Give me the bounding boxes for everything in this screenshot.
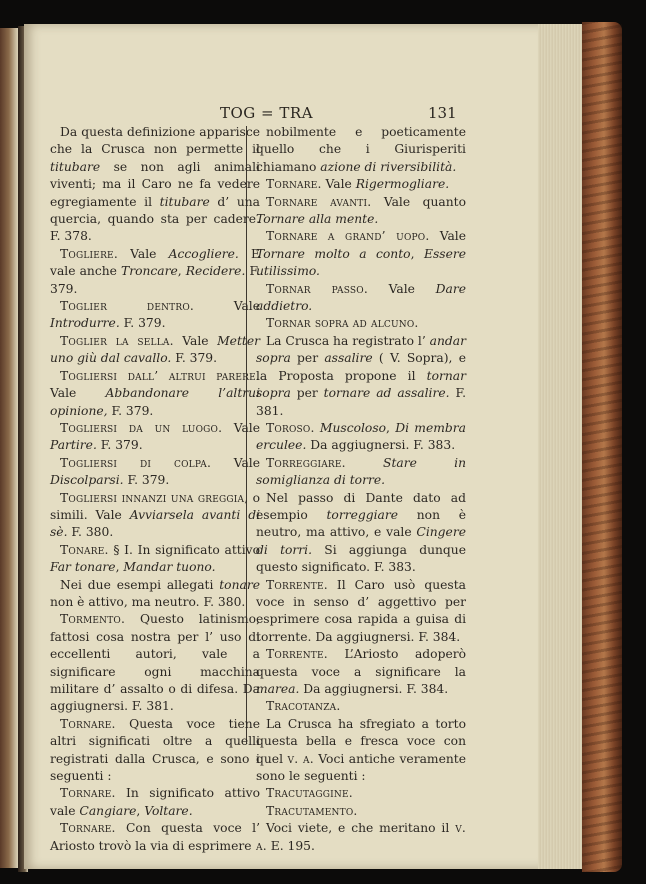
entry-italic-text: Accogliere. [168, 246, 239, 261]
entry-italic-text: Dare addietro. [256, 281, 466, 314]
entry-italic-text: Essere utilissimo. [256, 246, 466, 279]
dictionary-entry [50, 490, 260, 542]
entry-text: E. 195. [266, 838, 315, 853]
entry-italic-text: titubare [50, 159, 101, 174]
book-page [24, 24, 542, 869]
dictionary-entry [256, 716, 466, 786]
entry-italic-text: Troncare [121, 264, 178, 279]
entry-text: E vale anche [50, 246, 260, 279]
entry-headword: Torrente. [266, 577, 328, 592]
entry-headword: Tornare a grand’ uopo. [266, 229, 430, 244]
entry-headword: Tornare. [60, 786, 116, 801]
entry-italic-text: Avviarsela avanti di sè. [50, 507, 260, 540]
entry-headword: Tornare avanti. [266, 194, 372, 209]
dictionary-entry [50, 577, 260, 612]
dictionary-entry [256, 176, 466, 193]
entry-text: Questa voce tiene altri significati oltre a quelli registrati dalla Crusca, e sono i seguenti : [50, 716, 260, 784]
entry-text: F. 379. [171, 351, 218, 366]
entry-text: Con questa voce l’ Ariosto trovò la via di esprimere [50, 821, 260, 853]
dictionary-entry [50, 333, 260, 368]
entry-text: , [386, 420, 396, 435]
right-column [256, 124, 466, 855]
entry-text [346, 456, 383, 470]
dictionary-entry [256, 820, 466, 855]
entry-text: non è neutro, ma attivo, e vale [256, 507, 466, 540]
entry-italic-text: Mandar tuono. [123, 560, 216, 575]
dictionary-entry [50, 542, 260, 577]
entry-text: non è attivo, ma neutro. F. 380. [50, 594, 246, 609]
entry-text: Vale [117, 246, 169, 261]
entry-text: Si aggiunga dunque questo significato. F. 383. [256, 542, 466, 575]
entry-italic-text: titubare [159, 194, 210, 209]
dictionary-entry [50, 246, 260, 298]
dictionary-entry [50, 820, 260, 855]
entry-text: , [177, 264, 186, 279]
entry-italic-text: Cangiare [79, 803, 137, 818]
entry-text: ( V. Sopra), e la Proposta propone il [256, 351, 466, 383]
entry-text: d’ una quercia, quando sta per cadere. F. 378. [50, 194, 260, 244]
entry-headword: Tracutamento. [266, 803, 358, 818]
dictionary-entry [256, 577, 466, 647]
entry-text: , [115, 560, 124, 575]
entry-italic-text: Metter uno giù dal cavallo. [50, 333, 260, 366]
entry-italic-text: Muscoloso [319, 420, 387, 435]
entry-headword: Toglier la sella. [60, 333, 174, 348]
dictionary-entry [50, 420, 260, 455]
entry-headword: Toroso. [266, 420, 315, 435]
entry-italic-text: marea. [256, 682, 300, 696]
entry-headword: Tonare. [60, 542, 109, 557]
entry-text: Vale [222, 420, 260, 435]
entry-headword: Tornare. [266, 177, 322, 192]
entry-italic-text: Recidere. [185, 264, 246, 279]
entry-italic-text: Discolparsi. [50, 473, 124, 488]
left-column [50, 124, 260, 855]
entry-italic-text: assalire [324, 351, 373, 366]
entry-text: Vale [173, 333, 218, 348]
page-header [24, 104, 542, 126]
entry-italic-text: azione di riversibilità. [320, 159, 457, 174]
dictionary-entry [256, 333, 466, 420]
dictionary-entry [256, 315, 466, 332]
entry-headword: Tracutaggine. [266, 786, 353, 801]
entry-headword: Togliersi da un luogo. [60, 420, 223, 435]
entry-headword: Togliere. [60, 246, 118, 261]
dictionary-entry [256, 194, 466, 229]
entry-headword: v. a. [287, 751, 314, 766]
entry-italic-text: tornare ad assalire. [323, 386, 450, 401]
dictionary-entry [256, 803, 466, 820]
entry-text: Nel passo di Dante dato ad esempio [256, 490, 466, 522]
entry-italic-text: Rigermogliare. [355, 177, 450, 192]
dictionary-entry [256, 420, 466, 455]
entry-italic-text: tornar sopra [256, 368, 466, 401]
entry-text: per [290, 351, 325, 366]
dictionary-entry [50, 298, 260, 333]
entry-text: Vale quanto [371, 194, 466, 209]
entry-headword: Tornar sopra ad alcuno. [266, 316, 419, 331]
entry-headword: Togliersi di colpa. [60, 455, 212, 470]
page-number: 131 [428, 104, 457, 122]
entry-italic-text: Di membra erculee. [256, 420, 466, 453]
entry-text: F. 379. [119, 316, 166, 331]
entry-italic-text: Abbandonare l’altrui opinione, [50, 386, 261, 418]
entry-headword: Toglier dentro. [60, 299, 195, 314]
dictionary-entry [50, 368, 260, 420]
dictionary-entry [256, 228, 466, 280]
entry-italic-text: Far tonare [50, 560, 116, 575]
dictionary-entry [256, 124, 466, 176]
entry-text: se non agli animali viventi; ma il Caro ne fa vedere egregiamente il [50, 159, 260, 209]
book-cover [582, 22, 622, 872]
entry-text: Il Caro usò questa voce in senso d’ aggettivo per esprimere cosa rapida a guisa di torrente. Da aggiugnersi. F. 384. [256, 577, 466, 644]
entry-headword: Tornar passo. [266, 281, 368, 296]
entry-text: Voci antiche veramente sono le seguenti : [256, 751, 466, 784]
dictionary-entry [50, 611, 260, 715]
entry-headword: Tornare. [60, 716, 116, 731]
page-edges [538, 24, 584, 869]
dictionary-entry [50, 455, 260, 490]
entry-text: , [410, 246, 424, 261]
entry-italic-text: Partire. [50, 438, 97, 453]
entry-text: In significato attivo vale [50, 786, 260, 818]
entry-text: § I. In significato attivo [108, 542, 260, 557]
entry-text: La Crusca ha registrato l’ [266, 333, 430, 348]
entry-text: per [290, 386, 324, 401]
entry-headword: Togliersi innanzi una greggia, [60, 490, 249, 505]
entry-headword: Togliersi dall’ altrui parere. [60, 368, 260, 383]
dictionary-entry [50, 716, 260, 786]
entry-text: Vale [50, 386, 106, 401]
dictionary-entry [50, 124, 260, 246]
entry-text: Vale [321, 177, 356, 192]
dictionary-entry [256, 646, 466, 698]
entry-headword: Tormento. [60, 612, 126, 627]
entry-italic-text: Tornare alla mente. [256, 212, 379, 227]
entry-italic-text: torreggiare [326, 507, 399, 522]
entry-text: F. 380. [67, 525, 114, 540]
entry-text: F. 379. [123, 473, 170, 488]
entry-text: o simili. Vale [50, 490, 261, 522]
entry-text: F. 379. [50, 264, 260, 296]
entry-text: F. 381. [256, 386, 466, 418]
entry-text: La Crusca ha sfregiato a torto questa bella e fresca voce con quel [256, 716, 466, 766]
entry-headword: v. a. [256, 821, 466, 853]
entry-text: Vale [367, 281, 436, 296]
entry-text: F. 379. [96, 438, 143, 453]
entry-text: , [136, 803, 145, 818]
entry-text: L’Ariosto adoperò questa voce a significare la [256, 647, 466, 679]
entry-text: Questo latinismo, fattosi cosa nostra per l’ uso di eccellenti autori, vale a significare ogni macchina militare d’ assalto o di difesa. Da aggiugnersi. F. 381. [50, 612, 260, 714]
entry-headword: Torrente. [266, 647, 328, 662]
dictionary-entry [256, 281, 466, 316]
entry-italic-text: Introdurre. [50, 316, 120, 331]
running-head: TOG = TRA [220, 104, 314, 122]
dictionary-entry [256, 785, 466, 802]
entry-italic-text: Cingere di torri. [256, 525, 466, 557]
entry-text: F. 379. [107, 403, 154, 418]
dictionary-entry [256, 455, 466, 490]
entry-text: Nei due esempi allegati [60, 577, 220, 592]
entry-text: Da aggiugnersi. F. 383. [306, 438, 456, 453]
entry-italic-text: Tornare molto a conto [256, 246, 411, 261]
entry-text: Da questa definizione apparisce che la Crusca non permette il [50, 125, 260, 157]
entry-italic-text: tonare [219, 577, 260, 592]
entry-headword: Torreggiare. [266, 455, 346, 470]
dictionary-entry [256, 698, 466, 715]
entry-text: nobilmente e poeticamente quello che i Giurisperiti chiamano [256, 125, 466, 174]
dictionary-entry [50, 785, 260, 820]
dictionary-entry [256, 490, 466, 577]
entry-text: Da aggiugnersi. F. 384. [299, 682, 449, 696]
entry-text: Voci viete, e che meritano il [266, 821, 456, 836]
entry-headword: Tornare. [60, 821, 116, 836]
entry-text: Vale [429, 229, 466, 244]
entry-text: Vale [194, 299, 260, 314]
entry-text: Vale [211, 455, 260, 470]
entry-headword: Tracotanza. [266, 699, 341, 714]
entry-italic-text: Stare in somiglianza di torre. [256, 455, 466, 488]
entry-italic-text: Voltare. [144, 803, 193, 818]
entry-italic-text: andar sopra [256, 333, 466, 366]
